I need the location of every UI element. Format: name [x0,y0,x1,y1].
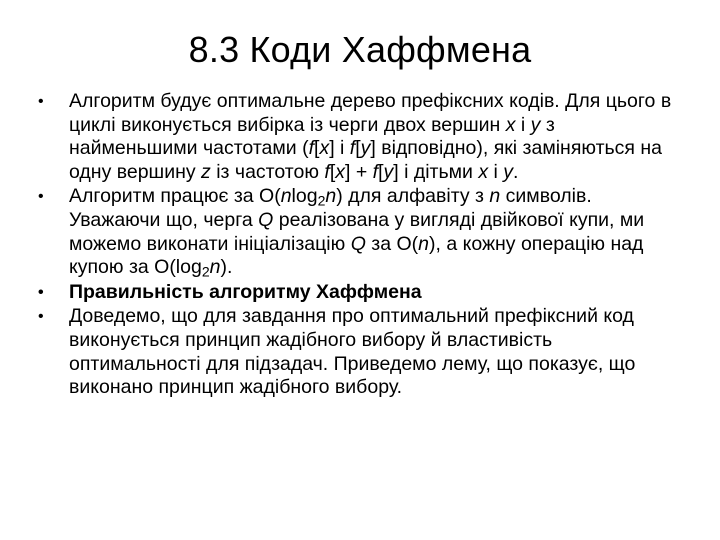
text-run: log [291,185,318,208]
text-run: ] і [329,137,350,160]
text-run: Правильність алгоритму Хаффмена [69,280,422,303]
bullet-item [38,305,688,399]
text-run: реалізована у вигляді двійкової купи, ми можемо виконати ініціалізацію [69,208,645,255]
italic-variable: n [418,232,430,255]
bullet-dot: • [38,93,44,110]
italic-variable: Q [258,208,274,231]
text-run: Алгоритм працює за O( [69,185,281,208]
text-run: і [488,160,504,183]
text-run: [ [329,160,336,183]
text-run: ] + [344,160,373,183]
text-run: [ [314,137,320,160]
bullet-item [38,281,688,305]
italic-variable: x [505,113,516,136]
italic-variable: n [280,185,292,208]
italic-variable: n [209,256,221,279]
italic-variable: x [319,137,330,160]
text-run: і [515,113,531,136]
italic-variable: z [201,160,211,183]
bullet-item [38,90,688,184]
bullet-item [38,185,688,279]
text-run: з найменьшими частотами ( [69,113,555,160]
text-run: символів. Уважаючи що, черга [69,185,592,231]
text-run: Алгоритм будує оптимальне дерево префіксних кодів. Для цього в циклі виконується вибірка із черги двох вершин [69,90,672,136]
italic-variable: y [360,137,371,160]
italic-variable: x [478,160,489,183]
text-run: Доведемо, що для завдання про оптимальний префіксний код виконується принцип жадібного вибору й властивість оптимальності для підзадач. Приведемо лему, що показує, що виконано принцип жадібного вибору. [69,305,636,399]
text-run: . [513,160,519,183]
italic-variable: f [372,160,379,183]
italic-variable: f [349,137,356,160]
subscript: 2 [201,263,210,280]
italic-variable: x [335,160,345,183]
bullet-text [69,305,635,398]
text-run: ). [220,256,233,279]
italic-variable: n [489,185,501,208]
italic-variable: y [503,160,514,183]
italic-variable: Q [350,232,366,255]
bullet-list [38,90,688,401]
text-run: [ [355,137,361,160]
bullet-dot: • [38,308,44,326]
bullet-text [69,90,671,183]
slide-title: 8.3 Коди Хаффмена [188,29,532,70]
text-run: ] відповідно), які заміняються на одну вершину [69,137,663,183]
text-run: ] і дітьми [393,160,479,183]
italic-variable: n [325,185,337,208]
italic-variable: f [308,137,315,160]
bullet-text [69,185,644,278]
bullet-text [69,281,422,303]
text-run: [ [378,160,384,183]
text-run: за O( [365,232,419,255]
bullet-dot: • [38,188,44,206]
text-run: ), а кожну операцію над купою за O(log [69,232,644,279]
bullet-dot: • [38,283,44,301]
subscript: 2 [317,192,326,209]
text-run: ) для алфавіту з [336,185,490,208]
italic-variable: y [530,113,541,136]
italic-variable: y [383,160,394,183]
italic-variable: f [324,160,330,183]
text-run: із частотою [210,160,325,183]
